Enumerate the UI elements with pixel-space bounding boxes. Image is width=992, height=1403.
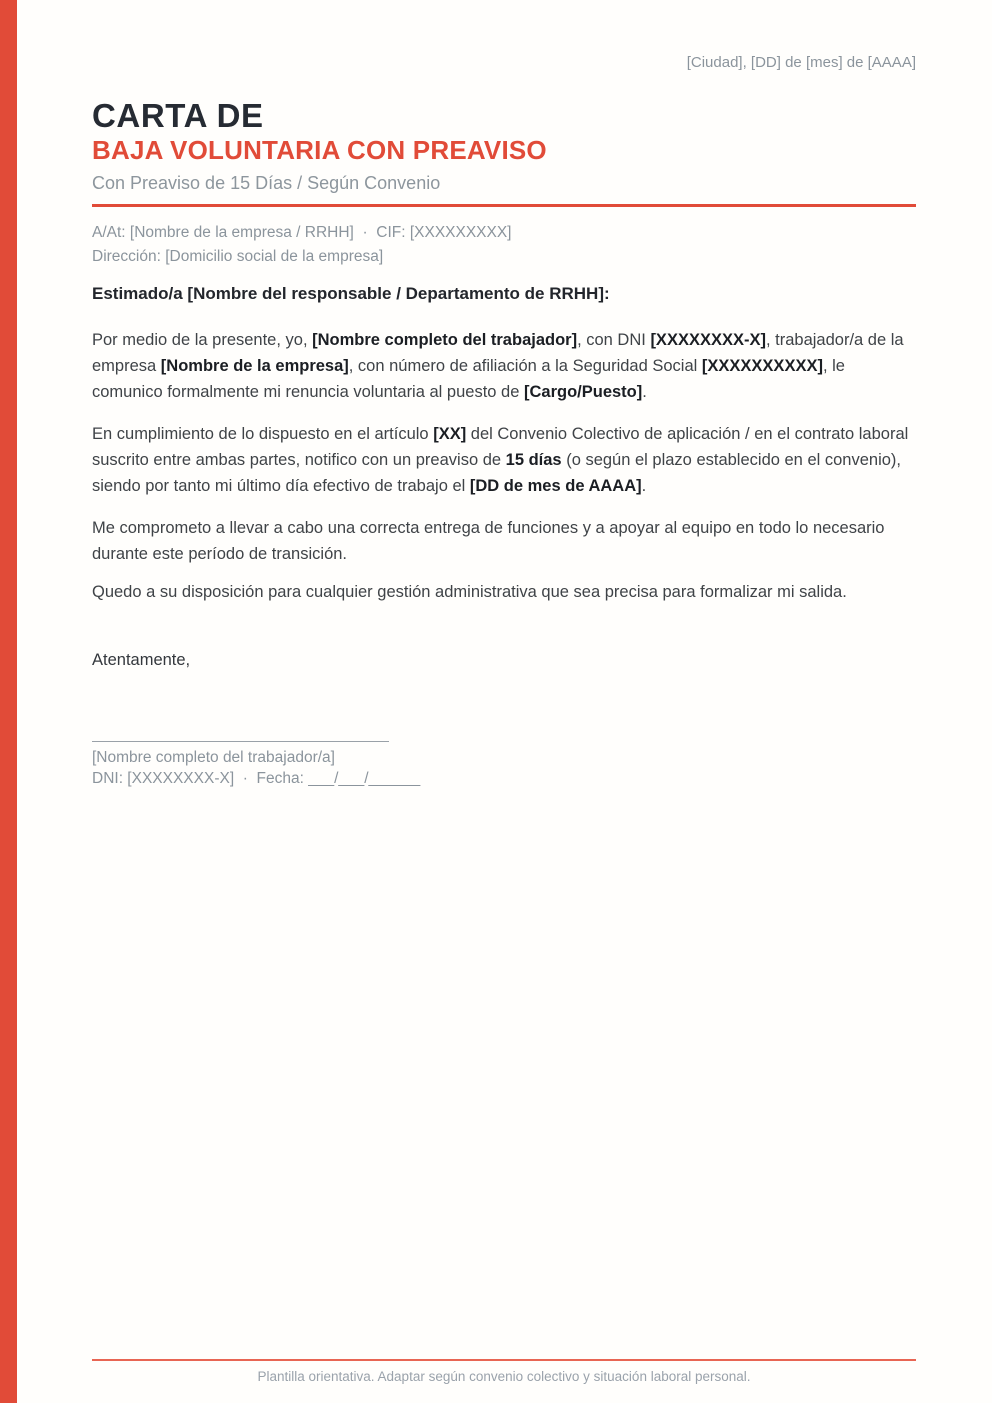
signer-id-date-line: DNI: [XXXXXXXX-X] · Fecha: ___/___/______ (92, 770, 421, 787)
footer-divider (92, 1359, 916, 1361)
salutation: Estimado/a [Nombre del responsable / Departamento de RRHH]: (92, 284, 610, 303)
signer-name: [Nombre completo del trabajador/a] (92, 749, 335, 766)
letter-tagline: Con Preaviso de 15 Días / Según Convenio (92, 173, 441, 193)
recipient-address-line: Dirección: [Domicilio social de la empresa] (92, 248, 384, 265)
signature-line (92, 741, 389, 742)
left-accent-bar (0, 0, 17, 1403)
recipient-block (92, 221, 916, 269)
letter-content (92, 0, 916, 790)
header-divider (92, 204, 916, 207)
valediction: Atentamente, (92, 651, 191, 669)
letter-title: CARTA DE (92, 97, 264, 134)
body-paragraph-4: Quedo a su disposición para cualquier gestión administrativa que sea precisa para formalizar mi salida. (92, 583, 847, 601)
footer-note: Plantilla orientativa. Adaptar según convenio colectivo y situación laboral personal. (257, 1369, 751, 1384)
body-paragraph-2: En cumplimiento de lo dispuesto en el artículo [XX] del Convenio Colectivo de aplicación / en el contrato laboral suscrito entre ambas partes, notifico con un preaviso de 15 días (o según el plazo establecido en el convenio), siendo por tanto mi último día efectivo de trabajo el [DD de mes de AAAA]. (92, 425, 909, 495)
body-paragraph-3: Me comprometo a llevar a cabo una correcta entrega de funciones y a apoyar al equipo en todo lo necesario durante este período de transición. (92, 519, 885, 563)
date-line: [Ciudad], [DD] de [mes] de [AAAA] (686, 54, 916, 71)
letter-subtitle: BAJA VOLUNTARIA CON PREAVISO (92, 135, 547, 165)
body-paragraph-1: Por medio de la presente, yo, [Nombre completo del trabajador], con DNI [XXXXXXXX-X], trabajador/a de la empresa [Nombre de la empresa], con número de afiliación a la Seguridad Social [XXXXXXXXXX], le comunico formalmente mi renuncia voluntaria al puesto de [Cargo/Puesto]. (92, 331, 904, 401)
page-footer (92, 1359, 916, 1385)
recipient-attn-line: A/At: [Nombre de la empresa / RRHH] · CIF: [XXXXXXXXX] (92, 224, 512, 241)
